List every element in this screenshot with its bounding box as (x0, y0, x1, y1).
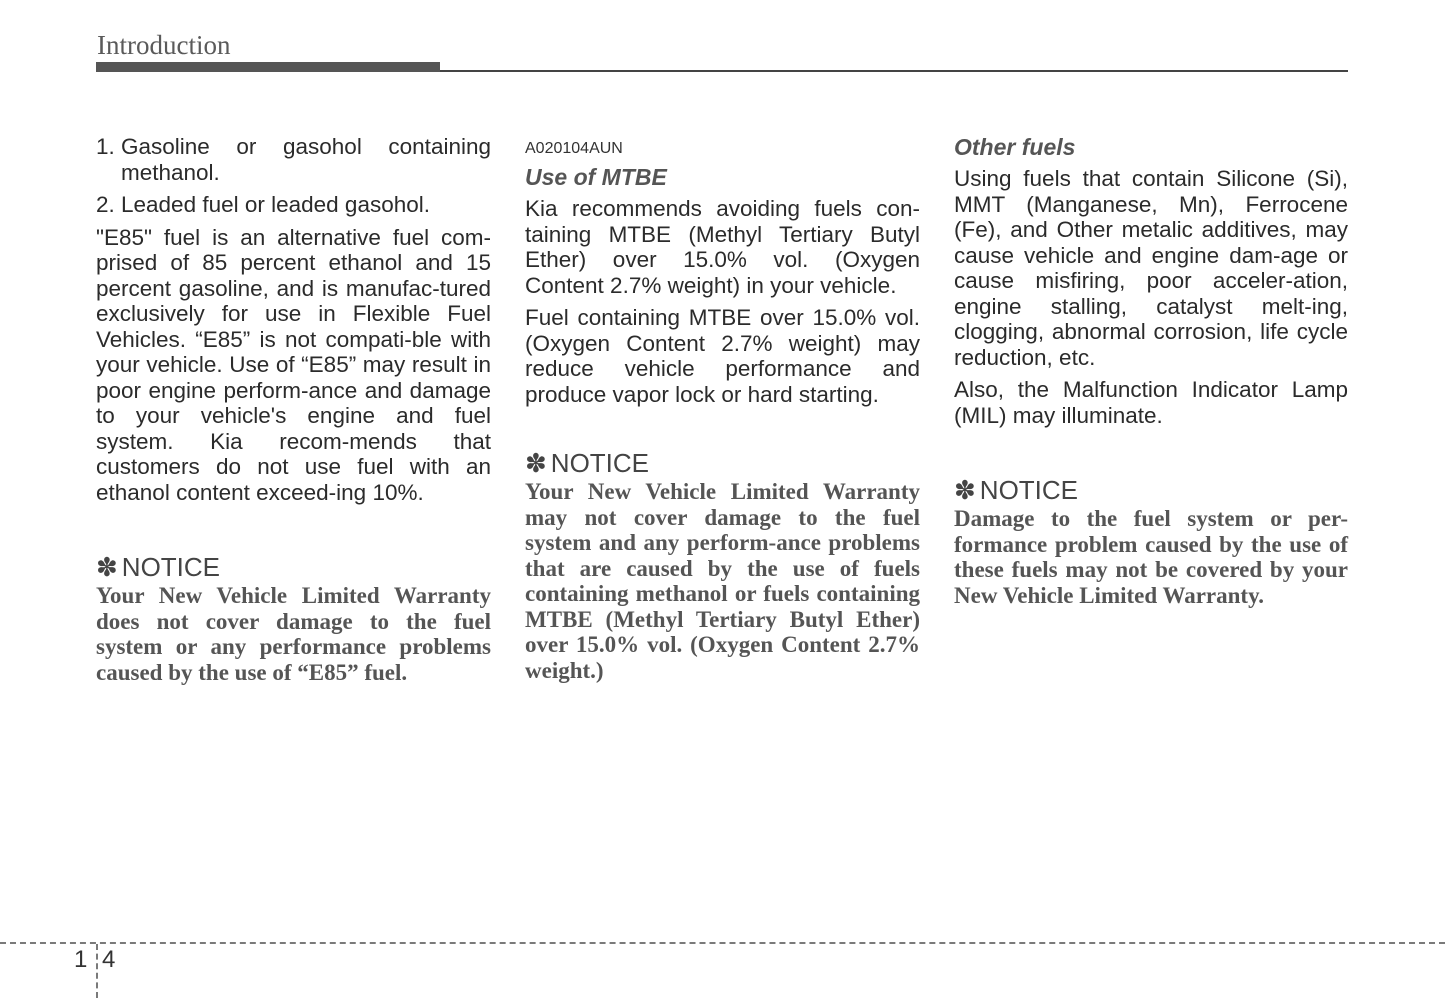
column-1 (96, 134, 491, 685)
other-fuels-paragraph-2: Also, the Malfunction Indicator Lamp (MIL) may illuminate. (954, 377, 1348, 428)
column-3 (954, 134, 1348, 608)
notice-heading (954, 475, 1348, 505)
notice-text: Your New Vehicle Limited Warranty does not cover damage to the fuel system or any performance problems caused by the use of “E85” fuel. (96, 583, 491, 685)
other-fuels-paragraph-1: Using fuels that contain Silicone (Si), MMT (Manganese, Mn), Ferrocene (Fe), and Other metalic additives, may cause vehicle and engine dam-age or cause misfiring, poor acceler-ation, engine stalling, catalyst melt-ing, clogging, abnormal corrosion, life cycle reduction, etc. (954, 166, 1348, 370)
page-header-title: Introduction (97, 30, 231, 60)
asterisk-icon: ✽ (954, 475, 976, 505)
notice-heading (525, 448, 920, 478)
section-heading: Other fuels (954, 134, 1076, 160)
mtbe-paragraph-1: Kia recommends avoiding fuels con-taining MTBE (Methyl Tertiary Butyl Ether) over 15.0% vol. (Oxygen Content 2.7% weight) in your vehicle. (525, 196, 920, 298)
column-2 (525, 134, 920, 683)
section-heading: Use of MTBE (525, 164, 667, 190)
e85-paragraph: "E85" fuel is an alternative fuel com-prised of 85 percent ethanol and 15 percent gasoline, and is manufac-tured exclusively for use in Flexible Fuel Vehicles. “E85” is not compati-ble with your vehicle. Use of “E85” may result in poor engine perform-ance and damage to your vehicle's engine and fuel system. Kia recom-mends that customers do not use fuel with an ethanol content exceed-ing 10%. (96, 224, 491, 505)
section-number: 1 (74, 946, 88, 973)
notice-title: NOTICE (550, 448, 650, 478)
list-item (96, 192, 491, 218)
page-number: 4 (102, 946, 116, 973)
notice-title: NOTICE (121, 552, 221, 582)
notice-text: Your New Vehicle Limited Warranty may not cover damage to the fuel system and any perform-ance problems that are caused by the use of fuels containing methanol or fuels containing MTBE (Methyl Tertiary Butyl Ether) over 15.0% vol. (Oxygen Content 2.7% weight.) (525, 479, 920, 683)
list-number: 2. (96, 192, 115, 217)
list-item (96, 134, 491, 185)
header-thin-rule (440, 70, 1348, 72)
footer-dashed-divider (96, 944, 98, 998)
mtbe-paragraph-2: Fuel containing MTBE over 15.0% vol. (Oxygen Content 2.7% weight) may reduce vehicle performance and produce vapor lock or hard starting. (525, 305, 920, 407)
list-text: Gasoline or gasohol containing methanol. (121, 134, 491, 185)
list-number: 1. (96, 134, 115, 159)
notice-text: Damage to the fuel system or per-formance problem caused by the use of these fuels may not be covered by your New Vehicle Limited Warranty. (954, 506, 1348, 608)
header-thick-rule (96, 62, 440, 72)
asterisk-icon: ✽ (96, 552, 118, 582)
section-code: A020104AUN (525, 140, 623, 157)
footer-dashed-rule (0, 942, 1445, 944)
notice-title: NOTICE (979, 475, 1079, 505)
notice-heading (96, 552, 491, 582)
asterisk-icon: ✽ (525, 448, 547, 478)
list-text: Leaded fuel or leaded gasohol. (121, 192, 431, 217)
